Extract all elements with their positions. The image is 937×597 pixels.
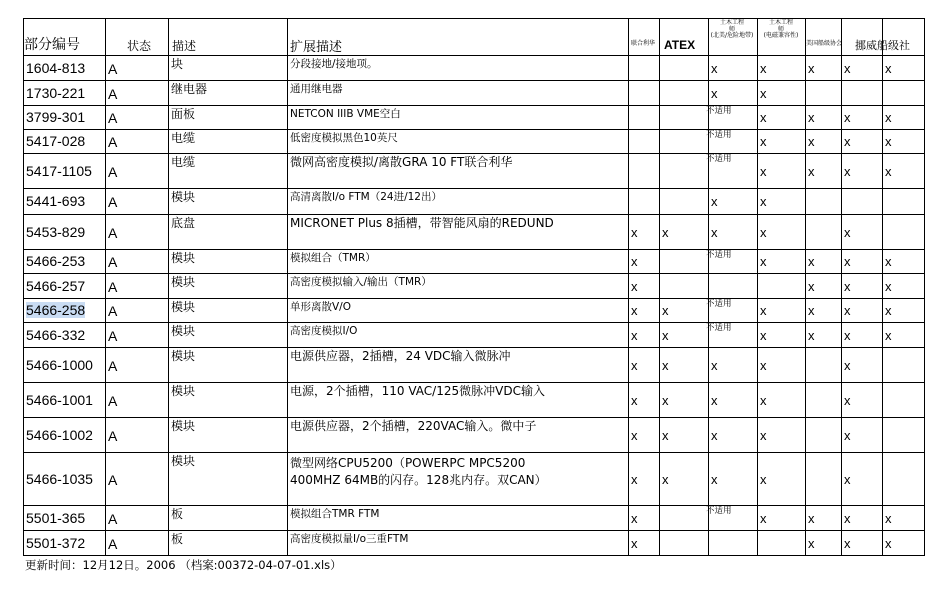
certification-mark: x	[760, 134, 767, 149]
grid-vertical-line	[659, 18, 660, 556]
status-cell: A	[108, 134, 118, 150]
part-number-cell: 5466-1001	[26, 391, 93, 408]
certification-mark: x	[885, 535, 892, 551]
part-number-cell: 5441-693	[26, 193, 86, 209]
grid-horizontal-line	[23, 188, 924, 189]
grid-vertical-line	[628, 18, 629, 556]
status-cell: A	[108, 60, 118, 77]
part-number-cell: 5453-829	[26, 223, 86, 240]
certification-mark: x	[885, 134, 892, 149]
certification-not-applicable: 不适用	[706, 130, 732, 140]
grid-horizontal-line	[23, 530, 924, 531]
part-number-cell: 5501-365	[26, 509, 86, 526]
description-cell: 模块	[171, 349, 196, 363]
extended-description-cell: 电源，2个插槽，110 VAC/125微脉冲VDC输入	[290, 384, 545, 398]
certification-mark: x	[808, 60, 815, 76]
part-number-cell: 5466-258	[26, 302, 86, 318]
status-cell: A	[108, 392, 118, 409]
grid-horizontal-line	[23, 153, 924, 154]
status-cell: A	[108, 327, 118, 344]
certification-mark: x	[711, 224, 718, 240]
description-cell: 电缆	[171, 155, 196, 169]
description-cell: 面板	[171, 107, 196, 121]
header-cert-ce-emc-line2: 师	[777, 25, 784, 33]
certification-mark: x	[844, 327, 851, 343]
certification-mark: x	[760, 392, 767, 408]
certification-mark: x	[760, 357, 767, 373]
certification-mark: x	[631, 471, 638, 487]
certification-not-applicable: 不适用	[706, 323, 732, 333]
certification-mark: x	[760, 194, 767, 209]
certification-not-applicable: 不适用	[706, 154, 732, 164]
extended-description-cell: 电源供应器，2个插槽，220VAC输入。微中子	[290, 419, 537, 433]
certification-mark: x	[844, 471, 851, 487]
part-number-cell: 1730-221	[26, 84, 86, 101]
header-extended-description: 扩展描述	[290, 40, 343, 55]
grid-vertical-line	[882, 18, 883, 556]
certification-mark: x	[760, 427, 767, 443]
extended-description-cell: NETCON IIIB VME空白	[290, 108, 401, 120]
grid-horizontal-line	[23, 129, 924, 130]
certification-mark: x	[760, 224, 767, 240]
grid-horizontal-line	[23, 249, 924, 250]
certification-not-applicable: 不适用	[706, 250, 732, 260]
certification-mark: x	[844, 303, 851, 318]
part-number-cell: 5417-028	[26, 133, 86, 149]
status-cell: A	[108, 110, 118, 126]
status-cell: A	[108, 303, 118, 319]
description-cell: 模块	[171, 324, 196, 338]
grid-horizontal-line	[23, 382, 924, 383]
grid-vertical-line	[757, 18, 758, 556]
certification-mark: x	[885, 110, 892, 125]
certification-not-applicable: 不适用	[706, 299, 732, 309]
status-cell: A	[108, 510, 118, 527]
certification-mark: x	[631, 278, 638, 294]
certification-mark: x	[760, 85, 767, 101]
certification-mark: x	[885, 278, 892, 294]
extended-description-cell: 高密度模拟量I/o三重FTM	[290, 533, 409, 545]
status-cell: A	[108, 163, 118, 180]
certification-mark: x	[662, 224, 669, 240]
certification-mark: x	[808, 510, 815, 526]
certification-mark: x	[760, 510, 767, 526]
header-cert-ce-emc-line3: (电磁兼容性)	[763, 32, 799, 40]
certification-mark: x	[844, 224, 851, 240]
part-number-cell: 5466-1035	[26, 470, 93, 487]
certification-mark: x	[760, 327, 767, 343]
certification-mark: x	[844, 163, 851, 179]
grid-vertical-line	[708, 18, 709, 556]
certification-mark: x	[844, 392, 851, 408]
extended-description-cell: 微网高密度模拟/离散GRA 10 FT联合利华	[290, 155, 513, 169]
grid-vertical-line	[23, 18, 24, 556]
certification-mark: x	[808, 163, 815, 179]
extended-description-cell: 微型网络CPU5200（POWERPC MPC5200	[290, 456, 526, 470]
part-number-cell: 5501-372	[26, 534, 86, 551]
header-cert-ce-emc	[757, 20, 805, 40]
certification-mark: x	[808, 535, 815, 551]
certification-mark: x	[662, 392, 669, 408]
extended-description-cell: 电源供应器，2插槽，24 VDC输入微脉冲	[290, 349, 511, 363]
certification-not-applicable: 不适用	[706, 506, 732, 516]
certification-mark: x	[711, 85, 718, 101]
certification-mark: x	[760, 163, 767, 179]
grid-horizontal-line	[23, 505, 924, 506]
certification-mark: x	[844, 535, 851, 551]
certification-mark: x	[662, 357, 669, 373]
status-cell: A	[108, 194, 118, 210]
certification-mark: x	[711, 60, 718, 76]
extended-description-cell-line2: 400MHZ 64MB的闪存。128兆内存。双CAN）	[290, 473, 547, 487]
grid-horizontal-line	[23, 80, 924, 81]
certification-mark: x	[808, 327, 815, 343]
description-cell: 模块	[171, 300, 196, 314]
status-cell: A	[108, 224, 118, 241]
status-cell: A	[108, 254, 118, 270]
certification-mark: x	[844, 510, 851, 526]
certification-mark: x	[885, 254, 892, 269]
part-number-cell: 5466-332	[26, 326, 86, 343]
description-cell: 块	[171, 57, 184, 71]
certification-mark: x	[760, 110, 767, 125]
grid-vertical-line	[805, 18, 806, 556]
description-cell: 模块	[171, 419, 196, 433]
part-number-cell: 5466-257	[26, 277, 86, 294]
extended-description-cell: 模拟组合TMR FTM	[290, 508, 380, 520]
certification-mark: x	[631, 224, 638, 240]
certification-mark: x	[885, 510, 892, 526]
certification-mark: x	[711, 392, 718, 408]
certification-mark: x	[711, 427, 718, 443]
grid-vertical-line	[168, 18, 169, 556]
certification-mark: x	[808, 254, 815, 269]
grid-horizontal-line	[23, 273, 924, 274]
header-cert-ce-hazardous-line2: 师	[728, 25, 735, 33]
grid-horizontal-line	[23, 55, 924, 56]
header-status: 状态	[127, 39, 152, 53]
status-cell: A	[108, 85, 118, 102]
status-cell: A	[108, 427, 118, 444]
certification-mark: x	[844, 278, 851, 294]
certification-mark: x	[631, 254, 638, 269]
grid-horizontal-line	[23, 298, 924, 299]
part-number-cell: 3799-301	[26, 109, 86, 125]
footer-update-note: 更新时间：12月12日。2006 （档案:00372-04-07-01.xls）	[25, 558, 342, 572]
grid-vertical-line	[924, 18, 925, 556]
grid-vertical-line	[287, 18, 288, 556]
header-cert-atex: ATEX	[664, 38, 696, 52]
certification-mark: x	[662, 471, 669, 487]
header-cert-dnv: 挪威船级社	[855, 39, 910, 52]
certification-not-applicable: 不适用	[706, 106, 732, 116]
extended-description-cell: 通用继电器	[290, 83, 343, 95]
certification-mark: x	[711, 194, 718, 209]
certification-mark: x	[631, 392, 638, 408]
certification-mark: x	[885, 60, 892, 76]
grid-horizontal-line	[23, 452, 924, 453]
certification-mark: x	[631, 535, 638, 551]
certification-mark: x	[808, 303, 815, 318]
extended-description-cell: 高清离散I/o FTM（24进/12出）	[290, 191, 442, 203]
part-number-cell: 5417-1105	[26, 162, 92, 179]
extended-description-cell: 高密度模拟I/O	[290, 325, 358, 337]
description-cell: 模块	[171, 251, 196, 265]
header-cert-unilever: 联合利华	[631, 40, 656, 47]
description-cell: 电缆	[171, 131, 196, 145]
extended-description-cell: 分段接地/接地项。	[290, 58, 378, 70]
certification-mark: x	[844, 254, 851, 269]
certification-mark: x	[885, 163, 892, 179]
part-number-cell: 5466-1002	[26, 426, 93, 443]
description-cell: 板	[171, 532, 184, 546]
grid-horizontal-line	[23, 214, 924, 215]
header-cert-ce-hazardous	[708, 20, 756, 40]
certification-mark: x	[711, 357, 718, 373]
extended-description-cell: 模拟组合（TMR）	[290, 252, 376, 264]
certification-mark: x	[711, 471, 718, 487]
grid-vertical-line	[105, 18, 106, 556]
certification-mark: x	[844, 60, 851, 76]
header-cert-ce-hazardous-line1: 土木工程	[719, 19, 744, 26]
certification-mark: x	[808, 110, 815, 125]
certification-mark: x	[631, 427, 638, 443]
header-cert-ce-emc-line1: 土木工程	[768, 19, 793, 26]
certification-mark: x	[631, 510, 638, 526]
certification-mark: x	[808, 134, 815, 149]
status-cell: A	[108, 471, 118, 488]
certification-mark: x	[760, 60, 767, 76]
certification-mark: x	[631, 357, 638, 373]
grid-horizontal-line	[23, 555, 924, 556]
header-part-number: 部分编号	[24, 37, 80, 53]
header-cert-abs: 美国船级协会	[806, 40, 843, 47]
certification-mark: x	[760, 303, 767, 318]
certification-mark: x	[808, 278, 815, 294]
certification-mark: x	[844, 357, 851, 373]
description-cell: 模块	[171, 190, 196, 204]
certification-mark: x	[760, 471, 767, 487]
certification-mark: x	[760, 254, 767, 269]
grid-vertical-line	[841, 18, 842, 556]
status-cell: A	[108, 357, 118, 374]
description-cell: 模块	[171, 275, 196, 289]
description-cell: 底盘	[171, 216, 196, 230]
header-cert-ce-hazardous-line3: (北美/危险地带)	[710, 32, 754, 40]
certification-mark: x	[662, 427, 669, 443]
grid-horizontal-line	[23, 417, 924, 418]
description-cell: 板	[171, 507, 184, 521]
extended-description-cell: 单形离散V/O	[290, 301, 351, 313]
certification-mark: x	[885, 327, 892, 343]
certification-mark: x	[662, 327, 669, 343]
description-cell: 模块	[171, 384, 196, 398]
part-number-cell: 5466-1000	[26, 356, 93, 373]
header-description: 描述	[172, 39, 197, 53]
extended-description-cell: 高密度模拟输入/输出（TMR）	[290, 276, 432, 288]
part-number-cell: 1604-813	[26, 59, 86, 76]
grid-horizontal-line	[23, 347, 924, 348]
status-cell: A	[108, 535, 118, 552]
certification-mark: x	[885, 303, 892, 318]
extended-description-cell: 低密度模拟黑色10英尺	[290, 132, 398, 144]
part-number-cell: 5466-253	[26, 253, 86, 269]
certification-mark: x	[631, 303, 638, 318]
certification-mark: x	[631, 327, 638, 343]
description-cell: 继电器	[171, 82, 208, 96]
certification-mark: x	[662, 303, 669, 318]
grid-horizontal-line	[23, 322, 924, 323]
status-cell: A	[108, 278, 118, 295]
extended-description-cell: MICRONET Plus 8插槽，带智能风扇的REDUND	[290, 216, 554, 230]
certification-mark: x	[844, 134, 851, 149]
grid-horizontal-line	[23, 105, 924, 106]
description-cell: 模块	[171, 454, 196, 468]
certification-mark: x	[844, 427, 851, 443]
certification-mark: x	[844, 110, 851, 125]
